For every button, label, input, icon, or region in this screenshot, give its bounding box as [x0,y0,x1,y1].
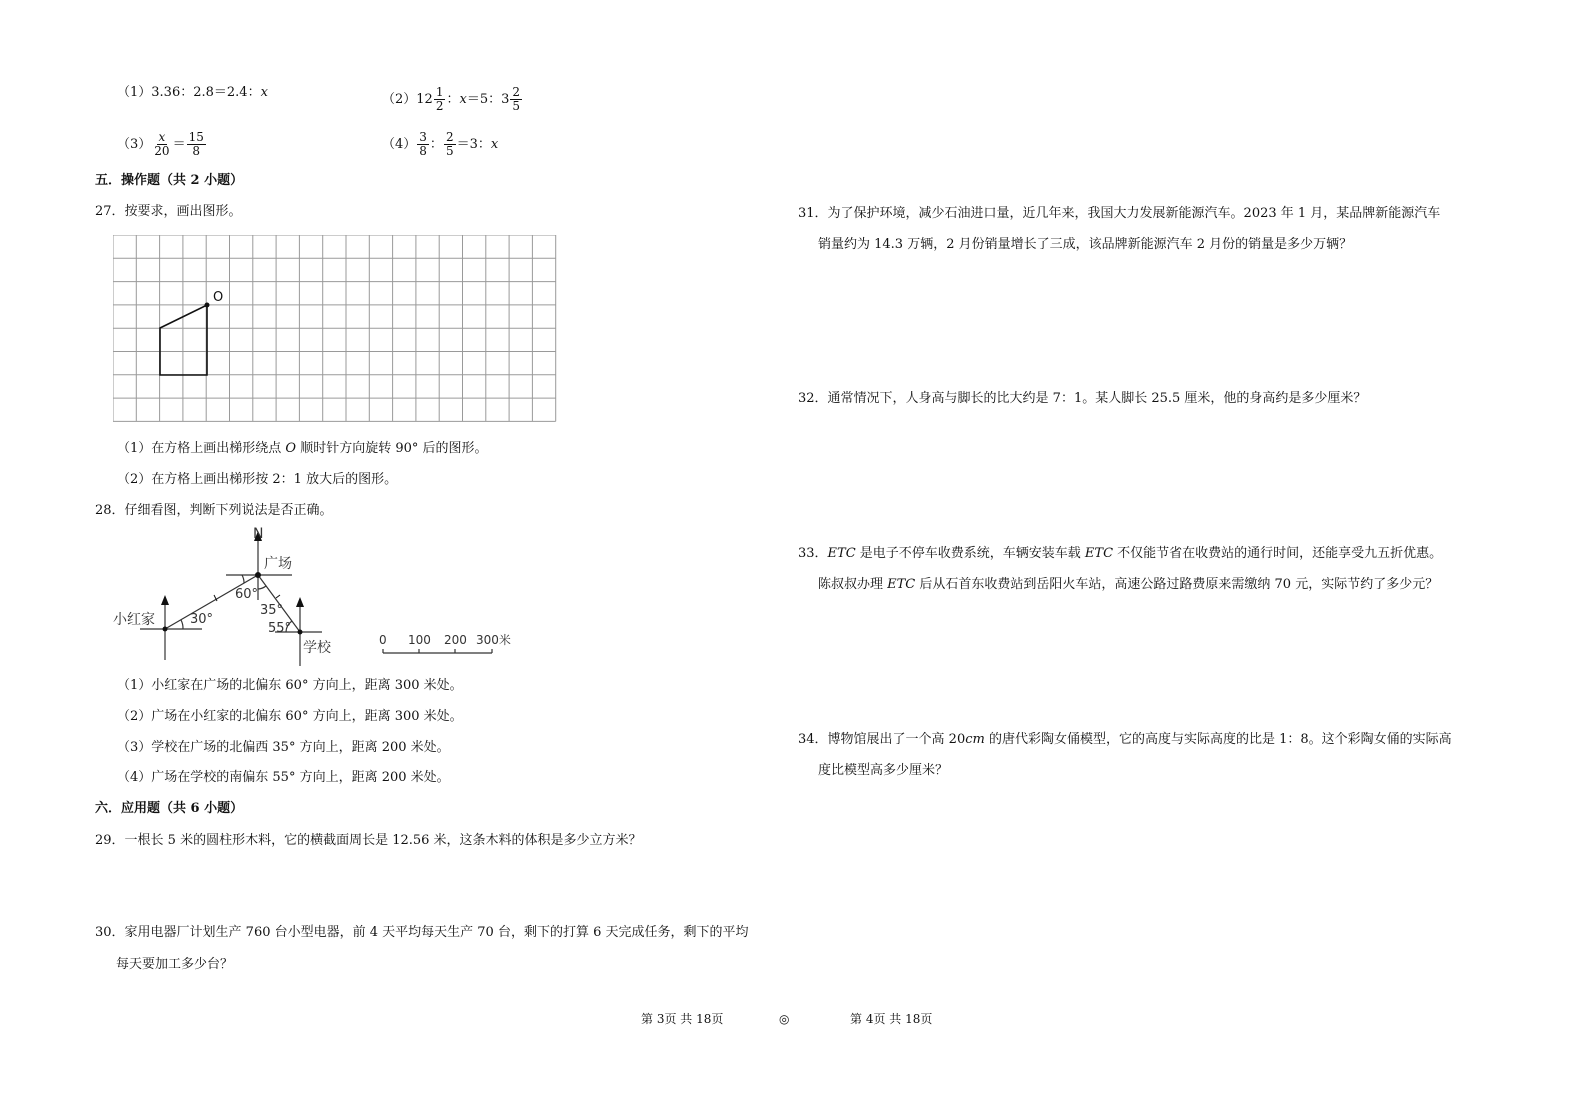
page-footer-right: 第 4页 共 18页 [850,1012,933,1026]
grid-figure [113,235,557,424]
question-34-line-1: 34．博物馆展出了一个高 20cm 的唐代彩陶女俑模型，它的高度与实际高度的比是 1：8。这个彩陶女俑的实际高 [798,732,1452,747]
section-5-heading: 五．操作题（共 2 小题） [95,173,244,188]
equation-1: （1）3.36：2.8＝2.4：x [117,85,268,100]
question-27-sub-1: （1）在方格上画出梯形绕点 O 顺时针方向旋转 90° 后的图形。 [117,441,488,456]
north-label: N [253,526,264,542]
page-footer-center: ◎ [779,1012,790,1026]
angle-school-label: 55° [268,621,292,636]
question-31-line-1: 31．为了保护环境，减少石油进口量，近几年来，我国大力发展新能源汽车。2023 年 1 月，某品牌新能源汽车 [798,206,1441,221]
scale-label-0: 0 [379,633,387,647]
question-28-item-2: （2）广场在小红家的北偏东 60° 方向上，距离 300 米处。 [117,709,463,724]
question-30-line-1: 30．家用电器厂计划生产 760 台小型电器，前 4 天平均每天生产 70 台，剩下的打算 6 天完成任务，剩下的平均 [95,925,749,940]
direction-map [110,522,530,670]
question-28-item-4: （4）广场在学校的南偏东 55° 方向上，距离 200 米处。 [117,770,450,785]
question-27-sub-2: （2）在方格上画出梯形按 2：1 放大后的图形。 [117,472,398,487]
home-label: 小红家 [113,612,155,628]
plaza-label: 广场 [264,556,292,572]
question-34-line-2: 度比模型高多少厘米？ [818,763,949,778]
angle-plaza-60-label: 60° [235,587,259,602]
point-o-label: O [213,290,224,305]
equation-4: （4） $\frac{3}{8}$ ： $\frac{2}{5}$ ＝3：x [382,130,499,158]
scale-label-200: 200 [444,633,467,647]
question-28: 28．仔细看图，判断下列说法是否正确。 [95,503,333,518]
question-28-item-1: （1）小红家在广场的北偏东 60° 方向上，距离 300 米处。 [117,678,463,693]
equation-3: （3） $\frac{x}{20}$ ＝ $\frac{15}{8}$ [117,130,204,158]
section-6-heading: 六．应用题（共 6 小题） [95,801,244,816]
question-33-line-1: 33．ETC 是电子不停车收费系统，车辆安装车载 ETC 不仅能节省在收费站的通行时间，还能享受九五折优惠。 [798,546,1443,561]
angle-home-label: 30° [190,612,214,627]
question-33-line-2: 陈叔叔办理 ETC 后从石首东收费站到岳阳火车站，高速公路过路费原来需缴纳 70 元，实际节约了多少元？ [818,577,1439,592]
school-label: 学校 [303,640,331,656]
point-o [205,303,210,308]
page-footer-left: 第 3页 共 18页 [641,1012,724,1026]
grid-lines [113,235,556,421]
question-29: 29．一根长 5 米的圆柱形木料，它的横截面周长是 12.56 米，这条木料的体积是多少立方米？ [95,833,642,848]
scale-label-100: 100 [408,633,431,647]
scale-label-300: 300米 [476,633,511,647]
angle-plaza-35-label: 35° [260,603,284,618]
question-30-line-2: 每天要加工多少台？ [116,957,234,972]
question-28-item-3: （3）学校在广场的北偏西 35° 方向上，距离 200 米处。 [117,740,450,755]
question-31-line-2: 销量约为 14.3 万辆，2 月份销量增长了三成，该品牌新能源汽车 2 月份的销量是多少万辆？ [818,237,1353,252]
trapezoid-shape [160,305,207,375]
equation-2: （2）12 $\frac{1}{2}$ ：x＝5：3 $\frac{2}{5}$ [382,85,521,113]
question-32: 32．通常情况下，人身高与脚长的比大约是 7：1。某人脚长 25.5 厘米，他的身高约是多少厘米？ [798,391,1367,406]
question-27: 27．按要求，画出图形。 [95,204,242,219]
